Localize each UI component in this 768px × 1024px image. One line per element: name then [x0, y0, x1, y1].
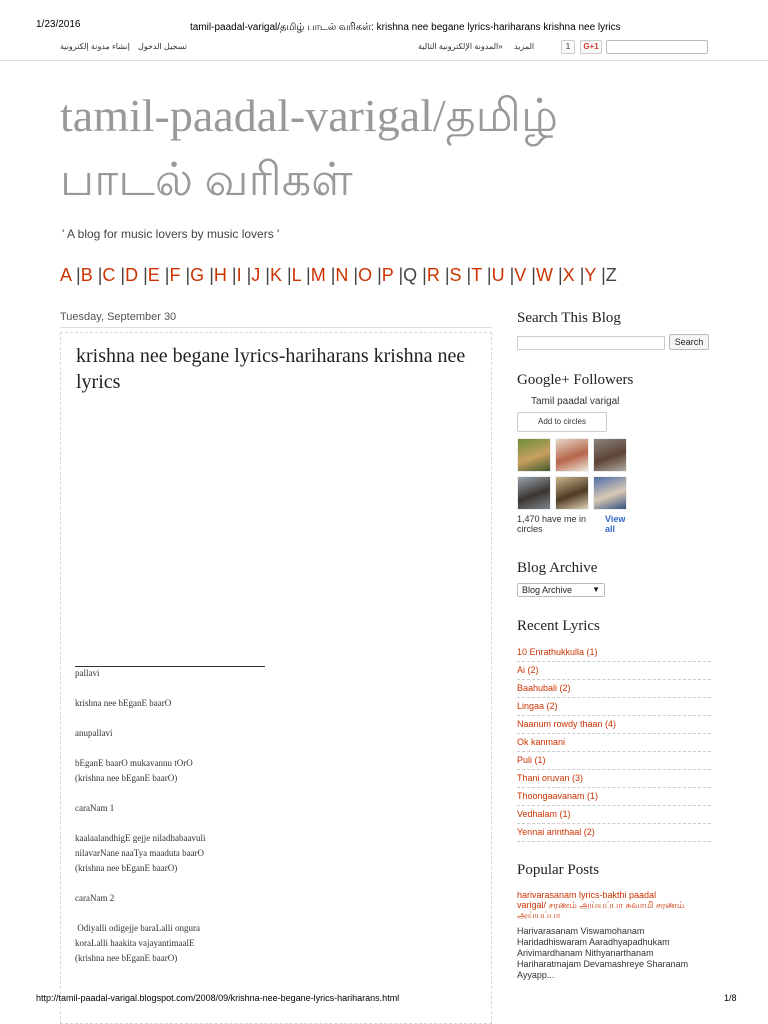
recent-lyrics-item[interactable]: Thani oruvan (3) [517, 770, 711, 788]
navbar-search-input[interactable] [606, 40, 708, 54]
alphabet-separator: | [204, 265, 214, 285]
recent-lyrics-item[interactable]: Ai (2) [517, 662, 711, 680]
recent-lyrics-list [517, 644, 711, 842]
recent-lyrics-item[interactable]: Naanum rowdy thaan (4) [517, 716, 711, 734]
followers-title: Google+ Followers [517, 372, 634, 388]
alphabet-letter-t[interactable]: T [471, 265, 482, 285]
post-title[interactable]: krishna nee begane lyrics-hariharans krishna nee lyrics [76, 345, 466, 393]
alphabet-separator: | [115, 265, 126, 285]
print-title: tamil-paadal-varigal/தமிழ் பாடல் வரிகள்: krishna nee begane lyrics-hariharans krishna nee lyrics [190, 22, 621, 33]
lyric-gap [75, 712, 205, 727]
alphabet-letter-b[interactable]: B [80, 265, 93, 285]
alphabet-letter-h[interactable]: H [213, 265, 227, 285]
alphabet-separator: | [481, 265, 492, 285]
avatar[interactable] [517, 476, 551, 510]
blogger-navbar [60, 40, 708, 56]
search-button[interactable]: Search [669, 334, 709, 350]
lyric-line: kaalaalandhigE gejje niladhabaavuli [75, 833, 206, 843]
more-link[interactable]: المزيد [514, 42, 535, 51]
lyric-line: (krishna nee bEganE baarO) [75, 953, 178, 963]
archive-title: Blog Archive [517, 560, 598, 576]
archive-dropdown-value: Blog Archive [522, 585, 573, 595]
alphabet-separator: | [417, 265, 427, 285]
alphabet-letter-o[interactable]: O [358, 265, 373, 285]
followers-count: 1,470 have me in circles [517, 514, 587, 534]
avatar[interactable] [593, 438, 627, 472]
alphabet-letter-d[interactable]: D [125, 265, 139, 285]
lyric-line: krishna nee bEganE baarO [75, 698, 172, 708]
alphabet-letter-l[interactable]: L [291, 265, 301, 285]
alphabet-letter-c[interactable]: C [102, 265, 116, 285]
lyric-gap [75, 682, 205, 697]
alphabet-letter-g[interactable]: G [190, 265, 205, 285]
post-container [60, 332, 492, 1024]
avatar[interactable] [555, 476, 589, 510]
lyric-line: koraLalli haakita vajayantimaalE [75, 938, 195, 948]
alphabet-letter-q: Q [403, 265, 418, 285]
alphabet-separator: | [71, 265, 81, 285]
lyric-gap [75, 742, 205, 757]
alphabet-letter-u[interactable]: U [491, 265, 505, 285]
recent-lyrics-item[interactable]: Lingaa (2) [517, 698, 711, 716]
view-all-link[interactable]: View all [605, 514, 626, 534]
archive-dropdown[interactable] [517, 583, 605, 597]
alphabet-separator: | [325, 265, 336, 285]
alphabet-separator: | [241, 265, 252, 285]
alphabet-separator: | [260, 265, 270, 285]
print-url: http://tamil-paadal-varigal.blogspot.com/2008/09/krishna-nee-begane-lyrics-hariharans.html [36, 993, 400, 1003]
alphabet-letter-v[interactable]: V [514, 265, 527, 285]
avatar[interactable] [593, 476, 627, 510]
recent-lyrics-item[interactable]: Thoongaavanam (1) [517, 788, 711, 806]
popular-post-link[interactable]: harivarasanam lyrics-bakthi paadal varigal/ சரணம் அய்யப்பா சுவாமி சரணம் அய்யப்பா [517, 890, 685, 920]
lyric-gap [75, 907, 205, 922]
plusone-count: 1 [561, 40, 575, 54]
search-widget-title: Search This Blog [517, 310, 621, 326]
next-blog-link[interactable]: المدونة الإلكترونية التالية» [418, 42, 503, 51]
print-page-number: 1/8 [724, 993, 737, 1003]
search-widget [517, 334, 711, 350]
alphabet-separator: | [504, 265, 515, 285]
lyric-line: caraNam 2 [75, 893, 115, 903]
post-body [75, 667, 205, 967]
recent-lyrics-item[interactable]: Puli (1) [517, 752, 711, 770]
navbar-left [60, 42, 193, 51]
lyric-line: bEganE baarO mukavannu tOrO [75, 758, 193, 768]
recent-lyrics-title: Recent Lyrics [517, 618, 600, 634]
alphabet-separator: | [439, 265, 450, 285]
lyric-line: (krishna nee bEganE baarO) [75, 863, 178, 873]
recent-lyrics-item[interactable]: Baahubali (2) [517, 680, 711, 698]
alphabet-separator: | [281, 265, 292, 285]
lyric-line: Odiyalli odigejje baraLalli ongura [75, 923, 200, 933]
alphabet-letter-r[interactable]: R [426, 265, 440, 285]
avatar[interactable] [555, 438, 589, 472]
alphabet-letter-n[interactable]: N [335, 265, 349, 285]
alphabet-separator: | [138, 265, 148, 285]
alphabet-separator: | [159, 265, 170, 285]
popular-posts-title: Popular Posts [517, 862, 600, 878]
alphabet-separator: | [574, 265, 585, 285]
alphabet-letter-k[interactable]: K [269, 265, 282, 285]
alphabet-letter-i[interactable]: I [236, 265, 242, 285]
create-blog-link[interactable]: إنشاء مدونة إلكترونية [60, 42, 130, 51]
navbar-divider [0, 60, 768, 61]
alphabet-letter-s[interactable]: S [449, 265, 462, 285]
lyric-line: pallavi [75, 668, 100, 678]
recent-lyrics-item[interactable]: Ok kanmani [517, 734, 711, 752]
alphabet-separator: | [372, 265, 382, 285]
recent-lyrics-item[interactable]: 10 Enrathukkulla (1) [517, 644, 711, 662]
alphabet-separator: | [461, 265, 472, 285]
date-divider [60, 327, 492, 328]
lyric-gap [75, 817, 205, 832]
alphabet-letter-e[interactable]: E [147, 265, 160, 285]
alphabet-separator: | [552, 265, 563, 285]
alphabet-letter-w[interactable]: W [535, 265, 553, 285]
followers-page-name[interactable]: Tamil paadal varigal [531, 396, 620, 407]
alphabet-separator: | [393, 265, 404, 285]
gplus-button[interactable]: G+1 [580, 40, 602, 54]
recent-lyrics-item[interactable]: Yennai arinthaal (2) [517, 824, 711, 842]
alphabet-letter-m[interactable]: M [310, 265, 326, 285]
alphabet-separator: | [180, 265, 191, 285]
alphabet-separator: | [526, 265, 536, 285]
alphabet-letter-x[interactable]: X [562, 265, 575, 285]
recent-lyrics-item[interactable]: Vedhalam (1) [517, 806, 711, 824]
alphabet-separator: | [348, 265, 359, 285]
follower-avatars [517, 438, 629, 510]
print-date: 1/23/2016 [36, 19, 81, 30]
lyric-gap [75, 877, 205, 892]
alphabet-letter-z: Z [605, 265, 617, 285]
lyric-gap [75, 787, 205, 802]
alphabet-letter-y[interactable]: Y [584, 265, 597, 285]
chevron-down-icon: ▼ [592, 585, 600, 594]
alphabet-separator: | [92, 265, 103, 285]
sign-in-link[interactable]: تسجيل الدخول [138, 42, 188, 51]
alphabet-separator: | [226, 265, 237, 285]
lyric-line: nilavarNane naaTya maaduta baarO [75, 848, 205, 858]
alphabet-letter-p[interactable]: P [381, 265, 394, 285]
alphabet-letter-a[interactable]: A [60, 265, 72, 285]
lyric-line: anupallavi [75, 728, 113, 738]
blog-tagline: ' A blog for music lovers by music lovers ' [62, 227, 280, 241]
avatar[interactable] [517, 438, 551, 472]
popular-post-snippet: Harivarasanam Viswamohanam Haridadhiswaram Aaradhyapadhukam Arivimardhanam Nithyanarthanam Hariharatmajam Devamashreye Sharanam Ayyapp... [517, 926, 689, 980]
lyric-line: (krishna nee bEganE baarO) [75, 773, 178, 783]
search-input[interactable] [517, 336, 665, 350]
post-date: Tuesday, September 30 [60, 311, 177, 323]
alphabet-letter-f[interactable]: F [169, 265, 181, 285]
alphabet-separator: | [301, 265, 311, 285]
alphabet-letter-j[interactable]: J [251, 265, 261, 285]
alphabet-separator: | [596, 265, 606, 285]
blog-title[interactable]: tamil-paadal-varigal/தமிழ் பாடல் வரிகள் [60, 90, 558, 205]
sidebar [517, 310, 711, 980]
alphabet-index [60, 263, 617, 287]
add-to-circles-button[interactable]: Add to circles [517, 412, 607, 432]
lyric-line: caraNam 1 [75, 803, 115, 813]
